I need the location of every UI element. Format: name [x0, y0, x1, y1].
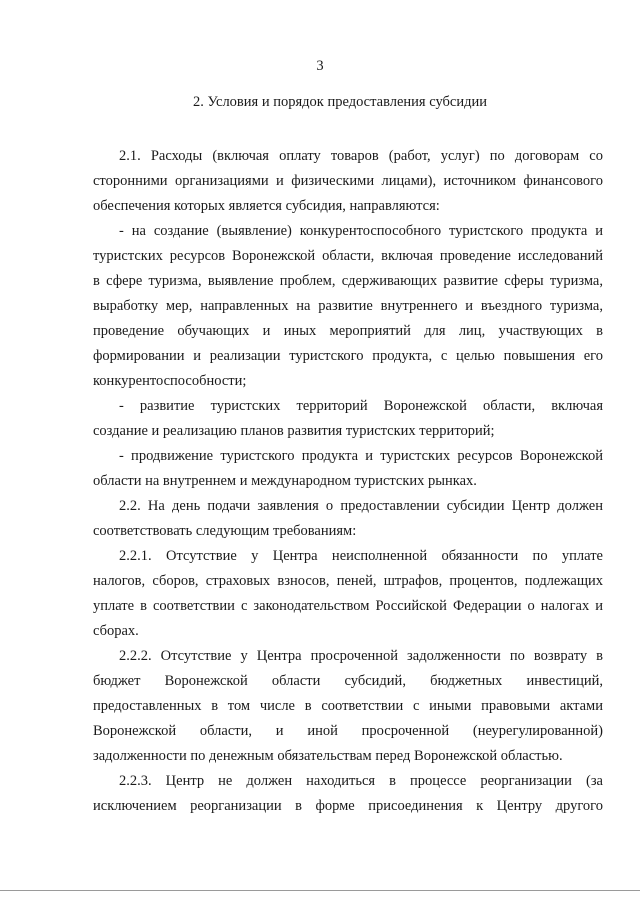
paragraph-line: задолженности по денежным обязательствам перед Воронежской областью. — [93, 748, 563, 764]
paragraph-line: обеспечения которых является субсидия, направляются: — [93, 198, 440, 214]
paragraph-line: области на внутреннем и международном туристских рынках. — [93, 473, 477, 489]
scan-edge-divider — [0, 890, 640, 891]
paragraph-line: выработку мер, направленных на развитие внутреннего и въездного туризма, — [93, 298, 603, 314]
paragraph-line: - развитие туристских территорий Воронежской области, включая — [119, 398, 603, 414]
paragraph-line: в сфере туризма, выявление проблем, сдерживающих развитие сферы туризма, — [93, 273, 603, 289]
paragraph-line: туристских ресурсов Воронежской области, включая проведение исследований — [93, 248, 603, 264]
paragraph-line: формировании и реализации туристского продукта, с целью повышения его — [93, 348, 603, 364]
paragraph-line: конкурентоспособности; — [93, 373, 247, 389]
paragraph-line: бюджет Воронежской области субсидий, бюджетных инвестиций, — [93, 673, 603, 689]
paragraph-line: 2.2.2. Отсутствие у Центра просроченной задолженности по возврату в — [119, 648, 603, 664]
paragraph-line: проведение обучающих и иных мероприятий для лиц, участвующих в — [93, 323, 603, 339]
paragraph-line: Воронежской области, и иной просроченной (неурегулированной) — [93, 723, 603, 739]
paragraph-line: - продвижение туристского продукта и туристских ресурсов Воронежской — [119, 448, 603, 464]
paragraph-line: 2.2. На день подачи заявления о предоставлении субсидии Центр должен — [119, 498, 603, 514]
paragraph-line: налогов, сборов, страховых взносов, пеней, штрафов, процентов, подлежащих — [93, 573, 603, 589]
paragraph-line: 2.1. Расходы (включая оплату товаров (работ, услуг) по договорам со — [119, 148, 603, 164]
paragraph-line: сторонними организациями и физическими лицами), источником финансового — [93, 173, 603, 189]
paragraph-line: соответствовать следующим требованиям: — [93, 523, 357, 539]
paragraph-line: - на создание (выявление) конкурентоспособного туристского продукта и — [119, 223, 603, 239]
page-number: 3 — [316, 58, 324, 74]
paragraph-line: сборах. — [93, 623, 139, 639]
paragraph-line: уплате в соответствии с законодательством Российской Федерации о налогах и — [93, 598, 603, 614]
paragraph-line: 2.2.1. Отсутствие у Центра неисполненной обязанности по уплате — [119, 548, 603, 564]
paragraph-line: создание и реализацию планов развития туристских территорий; — [93, 423, 495, 439]
paragraph-line: предоставленных в том числе в соответствии с иными правовыми актами — [93, 698, 603, 714]
paragraph-line: 2.2.3. Центр не должен находиться в процессе реорганизации (за — [119, 773, 603, 789]
paragraph-line: исключением реорганизации в форме присоединения к Центру другого — [93, 798, 603, 814]
section-heading: 2. Условия и порядок предоставления субсидии — [192, 94, 487, 110]
